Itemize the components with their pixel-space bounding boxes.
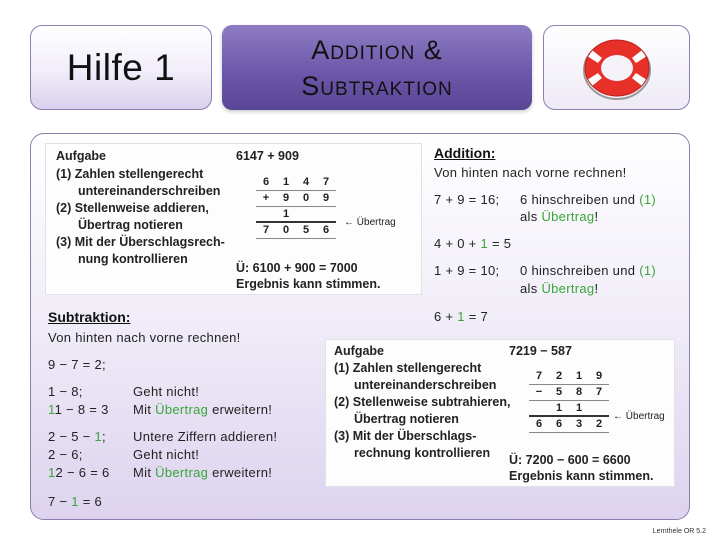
slide-title-line2: Subtraktion: [301, 70, 453, 101]
subtraction-step3-note3: Mit Übertrag erweitern!: [133, 465, 273, 480]
addition-step1-note-2: als Übertrag!: [520, 209, 599, 224]
task-step: (1) Zahlen stellengerecht: [334, 361, 482, 375]
addition-grid: 6 1 4 7 + 9 0 9 1 7 0 5 6: [256, 174, 336, 239]
subtraction-step2-note2: Mit Übertrag erweitern!: [133, 402, 273, 417]
addition-heading: Addition:: [434, 145, 496, 161]
subtraction-task-image: [325, 339, 675, 487]
addition-step3-note-2: als Übertrag!: [520, 281, 599, 296]
task-problem: 7219 − 587: [509, 344, 572, 358]
lifebuoy-icon: [572, 33, 662, 103]
carry-arrow-label: ← Übertrag: [344, 217, 396, 228]
subtraction-heading: Subtraktion:: [48, 309, 131, 325]
addition-step2: 4 + 0 + 1 = 5: [434, 236, 512, 251]
addition-step3-equation: 1 + 9 = 10;: [434, 263, 500, 278]
task-result: Ergebnis kann stimmen.: [509, 469, 654, 483]
addition-intro: Von hinten nach vorne rechnen!: [434, 165, 627, 180]
footer-label: Lernthele OR 5.2: [652, 528, 706, 535]
task-step: untereinanderschreiben: [354, 378, 497, 392]
slide-title-line1: Addition &: [311, 34, 443, 65]
task-step: (2) Stellenweise subtrahieren,: [334, 395, 511, 409]
task-heading: Aufgabe: [56, 149, 106, 163]
addition-step1-equation: 7 + 9 = 16;: [434, 192, 500, 207]
subtraction-intro: Von hinten nach vorne rechnen!: [48, 330, 241, 345]
task-step: Übertrag notieren: [354, 412, 459, 426]
subtraction-step2-note1: Geht nicht!: [133, 384, 200, 399]
subtraction-step3-b: 2 − 6;: [48, 447, 83, 462]
addition-step1-note: 6 hinschreiben und (1): [520, 192, 656, 207]
task-step: (1) Zahlen stellengerecht: [56, 167, 204, 181]
carry-arrow-label: ← Übertrag: [613, 411, 665, 422]
subtraction-step2-a: 1 − 8;: [48, 384, 83, 399]
task-estimate: Ü: 7200 − 600 = 6600: [509, 453, 631, 467]
subtraction-step3-note2: Geht nicht!: [133, 447, 200, 462]
task-step: (2) Stellenweise addieren,: [56, 201, 209, 215]
addition-task-image: [45, 143, 422, 295]
subtraction-step1: 9 − 7 = 2;: [48, 357, 106, 372]
task-heading: Aufgabe: [334, 344, 384, 358]
task-estimate: Ü: 6100 + 900 = 7000: [236, 261, 358, 275]
subtraction-step2-b: 11 − 8 = 3: [48, 402, 109, 417]
lifebuoy-box: [543, 25, 690, 110]
subtraction-step3-a: 2 − 5 − 1;: [48, 429, 106, 444]
task-step: Übertrag notieren: [78, 218, 183, 232]
task-step: nung kontrollieren: [78, 252, 188, 266]
task-result: Ergebnis kann stimmen.: [236, 277, 381, 291]
subtraction-grid: 7 2 1 9 − 5 8 7 1 1 6 6 3 2: [529, 368, 609, 433]
addition-step3-note: 0 hinschreiben und (1): [520, 263, 656, 278]
subtraction-step3-note1: Untere Ziffern addieren!: [133, 429, 278, 444]
task-step: (3) Mit der Überschlagsrech-: [56, 235, 225, 249]
slide-title-box: [222, 25, 532, 110]
task-step: untereinanderschreiben: [78, 184, 221, 198]
task-step: rechnung kontrollieren: [354, 446, 491, 460]
help-level-label: Hilfe 1: [66, 46, 176, 88]
subtraction-step3-c: 12 − 6 = 6: [48, 465, 110, 480]
task-step: (3) Mit der Überschlags-: [334, 429, 477, 443]
subtraction-step4: 7 − 1 = 6: [48, 494, 103, 509]
help-level-box: [30, 25, 212, 110]
addition-step4: 6 + 1 = 7: [434, 309, 489, 324]
task-problem: 6147 + 909: [236, 149, 299, 163]
